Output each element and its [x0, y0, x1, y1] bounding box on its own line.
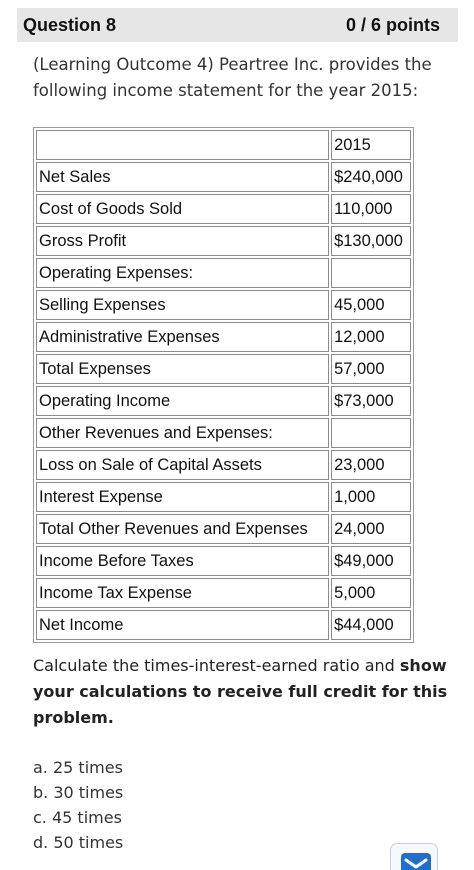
- table-header-empty-cell: [36, 130, 329, 160]
- row-label: Gross Profit: [36, 226, 329, 256]
- row-value: [331, 258, 411, 288]
- question-intro: (Learning Outcome 4) Peartree Inc. provides the following income statement for the year 2015:: [33, 55, 432, 100]
- table-row: [36, 194, 411, 224]
- row-value: 5,000: [331, 578, 411, 608]
- row-value: $44,000: [331, 610, 411, 640]
- row-value: 57,000: [331, 354, 411, 384]
- row-label: Net Sales: [36, 162, 329, 192]
- row-label: Cost of Goods Sold: [36, 194, 329, 224]
- income-statement-wrapper: [33, 127, 414, 646]
- table-row: [36, 290, 411, 320]
- row-value: 12,000: [331, 322, 411, 352]
- answer-option-b[interactable]: b. 30 times: [33, 783, 124, 802]
- row-label: Selling Expenses: [36, 290, 329, 320]
- row-value: $240,000: [331, 162, 411, 192]
- table-year-header: 2015: [331, 130, 411, 160]
- row-value: $73,000: [331, 386, 411, 416]
- row-label: Loss on Sale of Capital Assets: [36, 450, 329, 480]
- table-row: [36, 354, 411, 384]
- row-value: [331, 418, 411, 448]
- table-row: [36, 514, 411, 544]
- chat-widget-button[interactable]: [390, 843, 438, 870]
- row-label: Other Revenues and Expenses:: [36, 418, 329, 448]
- row-label: Operating Expenses:: [36, 258, 329, 288]
- row-value: 24,000: [331, 514, 411, 544]
- table-row: [36, 546, 411, 576]
- question-prompt: [33, 653, 453, 731]
- row-label: Income Before Taxes: [36, 546, 329, 576]
- row-value: 23,000: [331, 450, 411, 480]
- table-row: [36, 226, 411, 256]
- row-label: Interest Expense: [36, 482, 329, 512]
- row-value: 45,000: [331, 290, 411, 320]
- answer-option-c[interactable]: c. 45 times: [33, 808, 122, 827]
- table-row: [36, 610, 411, 640]
- row-label: Operating Income: [36, 386, 329, 416]
- answer-option-d[interactable]: d. 50 times: [33, 833, 124, 852]
- table-row: [36, 482, 411, 512]
- table-row: [36, 258, 411, 288]
- row-value: 1,000: [331, 482, 411, 512]
- row-label: Total Other Revenues and Expenses: [36, 514, 329, 544]
- question-prompt-text: Calculate the times-interest-earned ratio and: [33, 656, 400, 675]
- table-row: [36, 322, 411, 352]
- row-label: Total Expenses: [36, 354, 329, 384]
- income-statement-table: [33, 127, 414, 643]
- table-row: [36, 162, 411, 192]
- row-value: $130,000: [331, 226, 411, 256]
- table-header-row: [36, 130, 411, 160]
- table-row: [36, 418, 411, 448]
- question-points: 0 / 6 points: [345, 14, 440, 35]
- question-title: Question 8: [23, 14, 117, 35]
- question-prompt-emphasis: show your calculations to receive full credit for this problem.: [33, 656, 448, 727]
- table-row: [36, 386, 411, 416]
- row-label: Administrative Expenses: [36, 322, 329, 352]
- row-value: 110,000: [331, 194, 411, 224]
- row-value: $49,000: [331, 546, 411, 576]
- question-header: [17, 8, 458, 42]
- answer-options: [33, 755, 333, 855]
- row-label: Net Income: [36, 610, 329, 640]
- row-label: Income Tax Expense: [36, 578, 329, 608]
- table-row: [36, 450, 411, 480]
- chat-icon: [391, 844, 438, 870]
- table-row: [36, 578, 411, 608]
- answer-option-a[interactable]: a. 25 times: [33, 758, 123, 777]
